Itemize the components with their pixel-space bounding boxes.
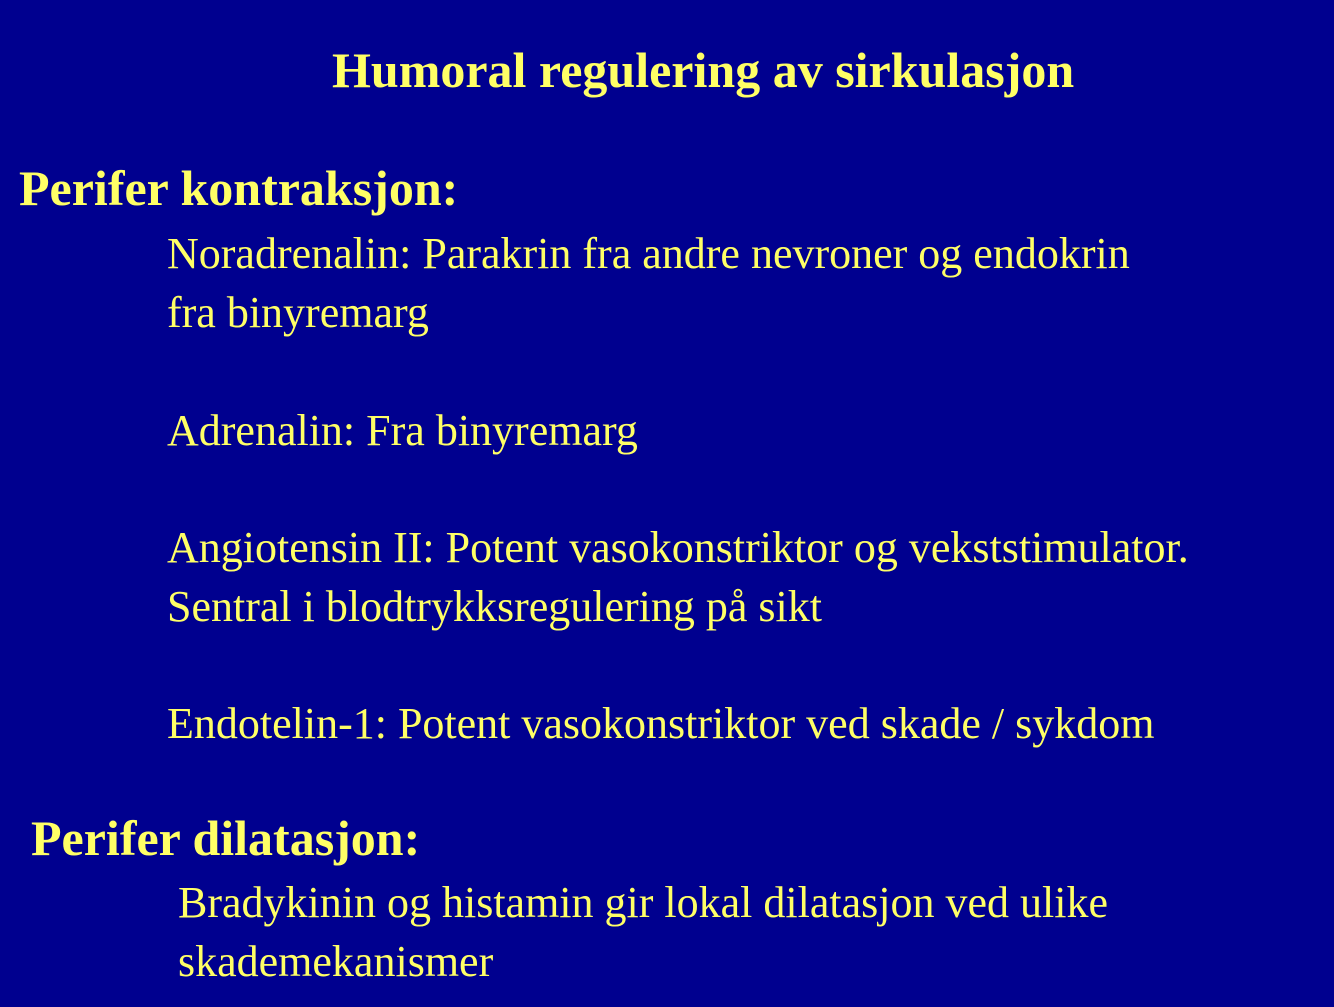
list-item-bradykinin — [178, 873, 1108, 991]
section-heading-dilatation: Perifer dilatasjon: — [31, 810, 421, 866]
text-line: Sentral i blodtrykksregulering på sikt — [167, 582, 822, 631]
text-line: Bradykinin og histamin gir lokal dilatasjon ved ulike — [178, 878, 1108, 927]
list-item-adrenalin — [167, 401, 638, 460]
text-line: skademekanismer — [178, 937, 494, 986]
text-line: Endotelin-1: Potent vasokonstriktor ved skade / sykdom — [167, 699, 1155, 748]
list-item-endotelin — [167, 694, 1154, 753]
section-heading-contraction: Perifer kontraksjon: — [19, 160, 459, 216]
list-item-angiotensin — [167, 518, 1189, 636]
text-line: Adrenalin: Fra binyremarg — [167, 406, 638, 455]
list-item-noradrenalin — [167, 224, 1130, 342]
slide-title: Humoral regulering av sirkulasjon — [332, 42, 1075, 98]
text-line: Noradrenalin: Parakrin fra andre nevroner og endokrin — [167, 229, 1130, 278]
text-line: Angiotensin II: Potent vasokonstriktor og vekststimulator. — [167, 523, 1189, 572]
text-line: fra binyremarg — [167, 288, 429, 337]
